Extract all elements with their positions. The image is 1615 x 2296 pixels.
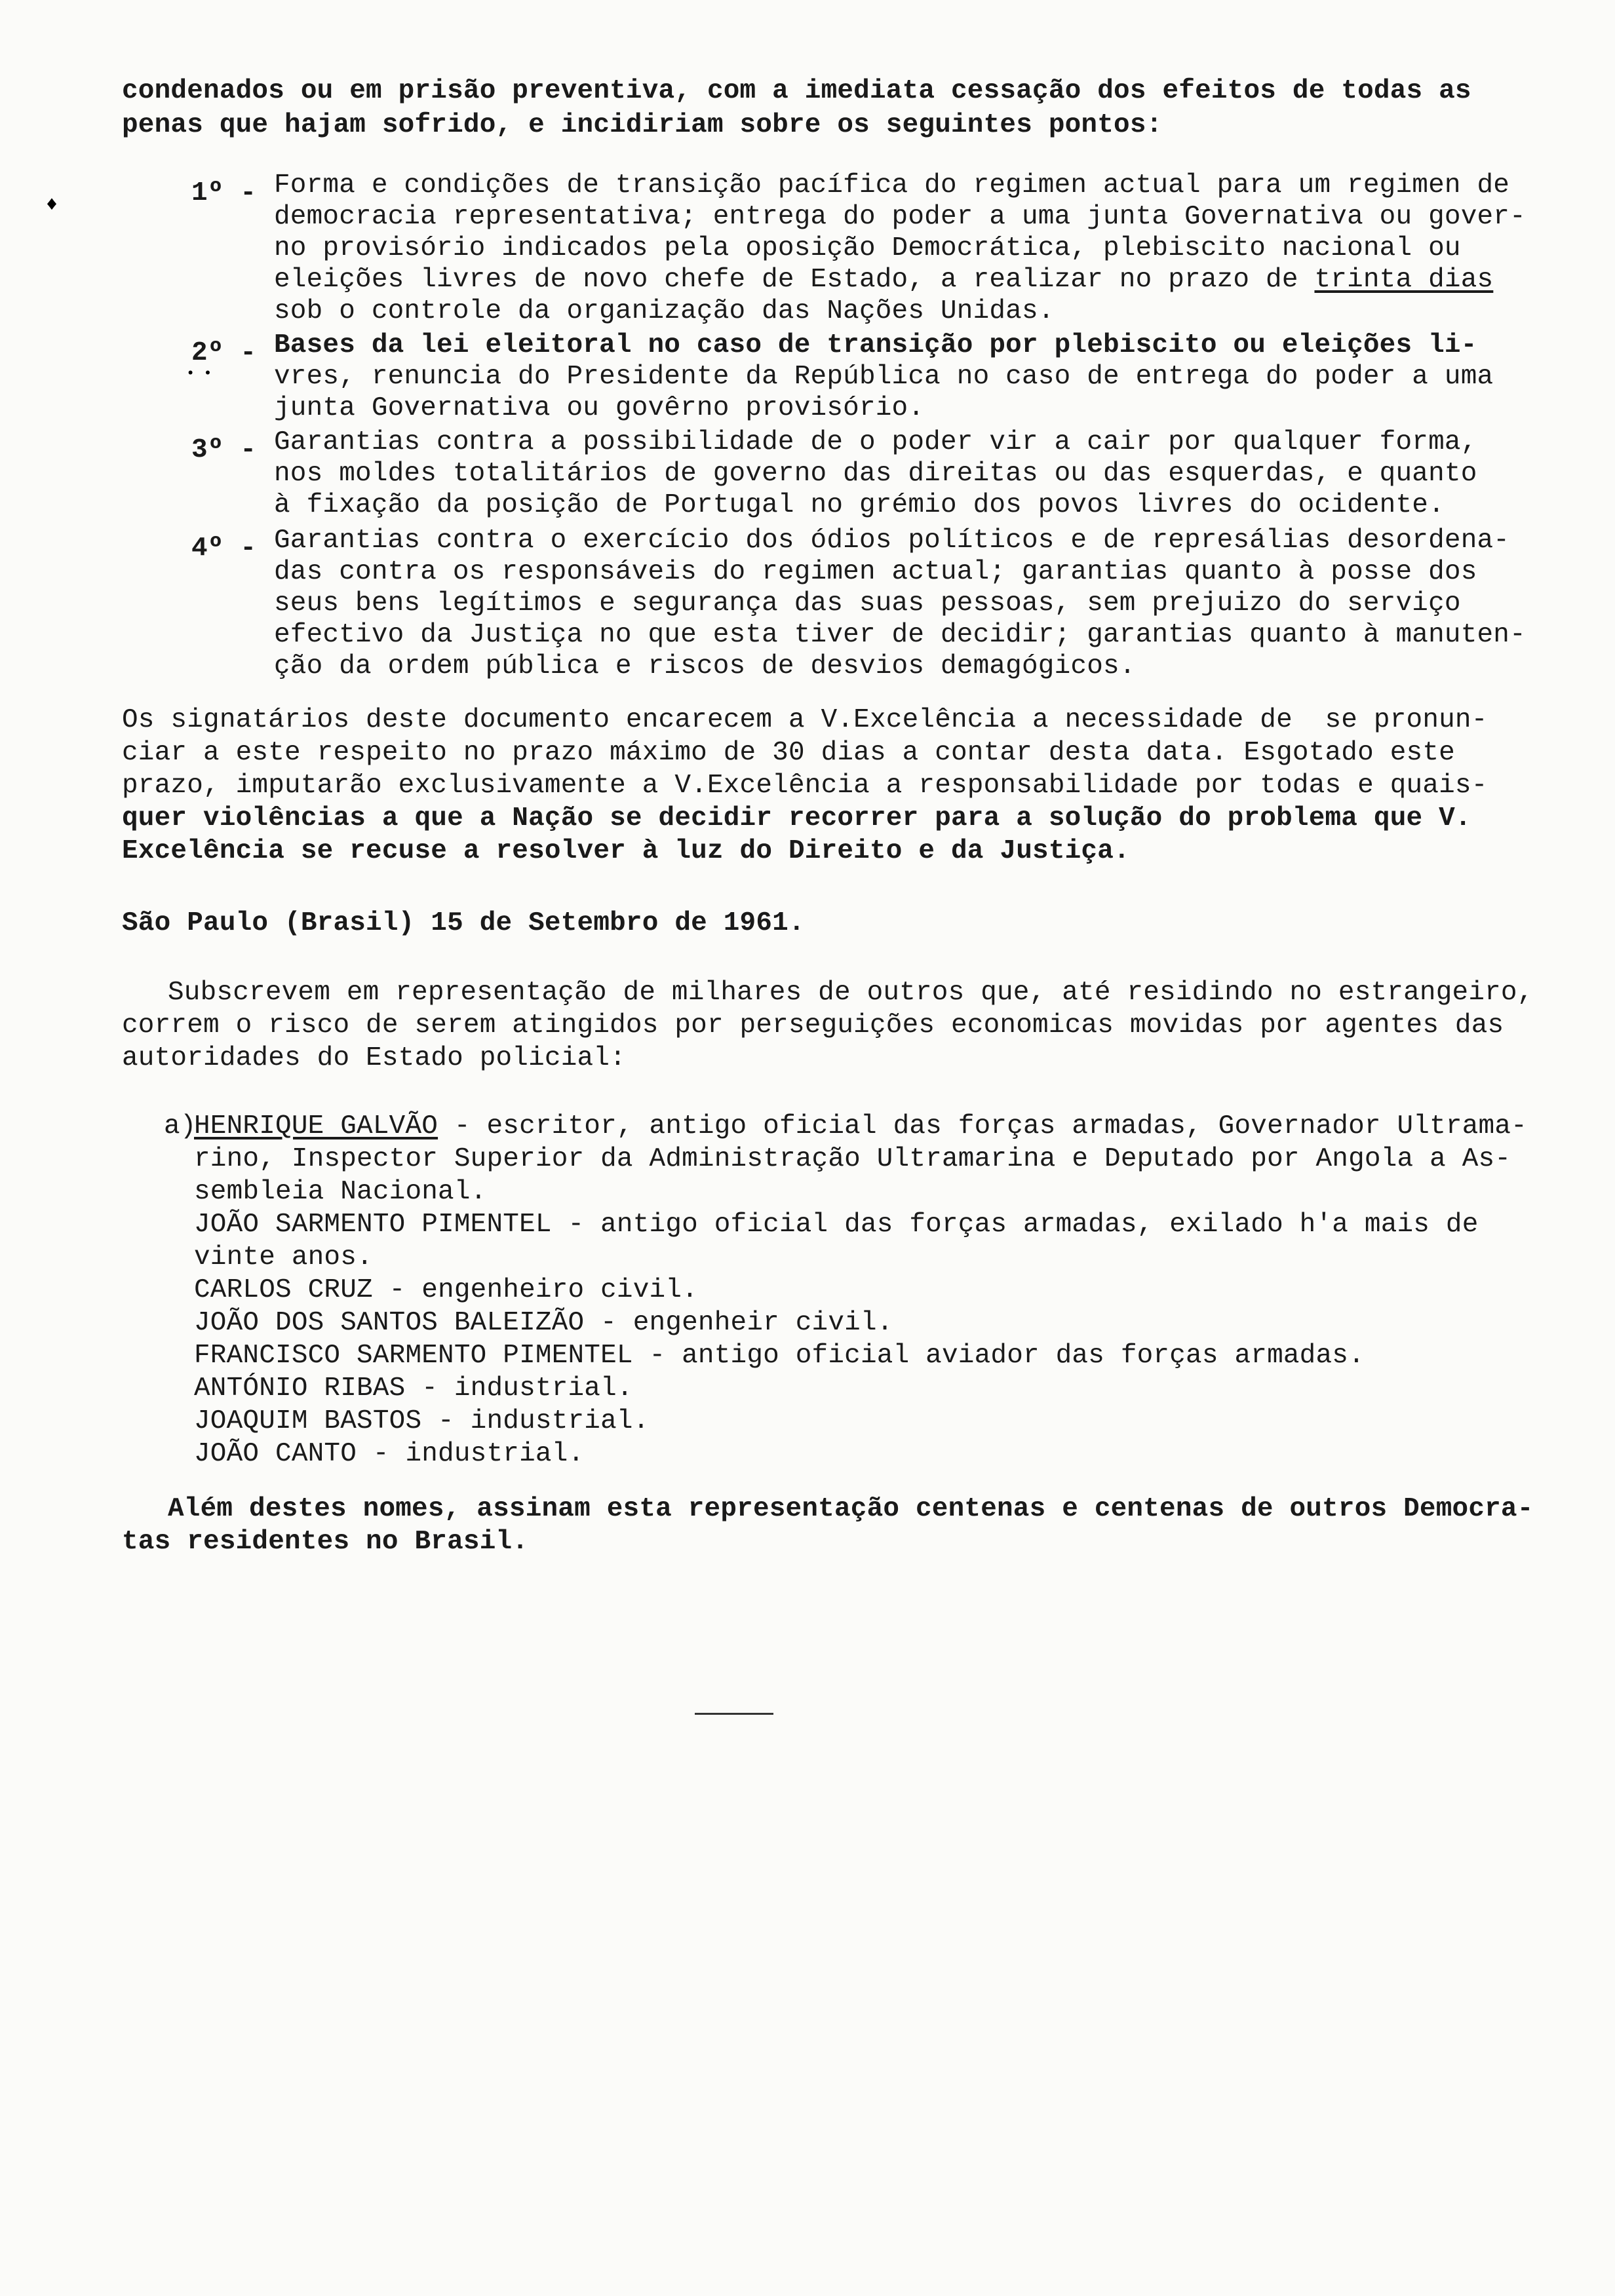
text-line: Além destes nomes, assinam esta representação centenas e centenas de outros Democra- (168, 1494, 1534, 1524)
signer-entry: JOÃO DOS SANTOS BALEIZÃO - engenheir civil. (194, 1308, 893, 1338)
text-line: das contra os responsáveis do regimen actual; garantias quanto à posse dos (274, 557, 1477, 587)
signer-entry: CARLOS CRUZ - engenheiro civil. (194, 1275, 698, 1305)
text-line: Os signatários deste documento encarecem a V.Excelência a necessidade de se pronun- (122, 705, 1488, 735)
text-line: seus bens legítimos e segurança das suas pessoas, sem prejuizo do serviço (274, 588, 1461, 619)
text-line: quer violências a que a Nação se decidir recorrer para a solução do problema que V. (122, 803, 1471, 833)
text-line: Bases da lei eleitoral no caso de transição por plebiscito ou eleições li- (274, 330, 1477, 360)
point-number: 1º - (191, 178, 257, 208)
text-line: vres, renuncia do Presidente da República no caso de entrega do poder a uma (274, 362, 1494, 392)
underlined-phrase: trinta dias (1314, 265, 1494, 295)
text-line: democracia representativa; entrega do poder a uma junta Governativa ou gover- (274, 202, 1526, 232)
margin-mark: • • (186, 366, 212, 382)
signers-prefix: a) (164, 1111, 197, 1141)
margin-mark: ♦ (46, 194, 58, 216)
text-line: nos moldes totalitários de governo das direitas ou das esquerdas, e quanto (274, 459, 1477, 489)
point-number: 2º - (191, 338, 257, 368)
text-line: vinte anos. (194, 1242, 373, 1272)
text-line: tas residentes no Brasil. (122, 1527, 529, 1557)
text-line: no provisório indicados pela oposição Democrática, plebiscito nacional ou (274, 233, 1461, 263)
signer-entry: FRANCISCO SARMENTO PIMENTEL - antigo oficial aviador das forças armadas. (194, 1341, 1365, 1371)
text-line: condenados ou em prisão preventiva, com a imediata cessação dos efeitos de todas as (122, 76, 1471, 106)
text-line: Garantias contra a possibilidade de o poder vir a cair por qualquer forma, (274, 427, 1477, 457)
text-line: prazo, imputarão exclusivamente a V.Excelência a responsabilidade por todas e quais- (122, 771, 1488, 801)
text-line: penas que hajam sofrido, e incidiriam sobre os seguintes pontos: (122, 110, 1163, 140)
text-line: Excelência se recuse a resolver à luz do Direito e da Justiça. (122, 836, 1130, 866)
text-line: correm o risco de serem atingidos por perseguições economicas movidas por agentes das (122, 1010, 1504, 1041)
signer-entry: JOÃO CANTO - industrial. (194, 1439, 585, 1469)
point-number: 3º - (191, 435, 257, 465)
signer-entry: ANTÓNIO RIBAS - industrial. (194, 1373, 633, 1404)
text-line: sembleia Nacional. (194, 1177, 487, 1207)
text-line: Garantias contra o exercício dos ódios políticos e de represálias desordena- (274, 526, 1510, 556)
text-line: Subscrevem em representação de milhares de outros que, até residindo no estrangeiro, (168, 978, 1534, 1008)
point-number: 4º - (191, 533, 257, 564)
signer-entry: HENRIQUE GALVÃO - escritor, antigo oficial das forças armadas, Governador Ultrama- (194, 1111, 1527, 1141)
text-line: efectivo da Justiça no que esta tiver de decidir; garantias quanto à manuten- (274, 620, 1526, 650)
dash-mark (695, 1713, 773, 1715)
signer-entry: JOAQUIM BASTOS - industrial. (194, 1406, 650, 1436)
text-line: Forma e condições de transição pacífica do regimen actual para um regimen de (274, 170, 1510, 201)
text-line: rino, Inspector Superior da Administração Ultramarina e Deputado por Angola a As- (194, 1144, 1511, 1174)
signer-entry: JOÃO SARMENTO PIMENTEL - antigo oficial das forças armadas, exilado h'a mais de (194, 1210, 1479, 1240)
text-line: eleições livres de novo chefe de Estado, a realizar no prazo de trinta dias (274, 265, 1494, 295)
signer-name: HENRIQUE GALVÃO (194, 1111, 438, 1141)
text-line: ção da ordem pública e riscos de desvios demagógicos. (274, 651, 1136, 681)
text-line: junta Governativa ou govêrno provisório. (274, 393, 925, 423)
text-line: sob o controle da organização das Nações Unidas. (274, 296, 1055, 326)
date-line: São Paulo (Brasil) 15 de Setembro de 1961. (122, 908, 805, 938)
text-line: à fixação da posição de Portugal no grémio dos povos livres do ocidente. (274, 490, 1445, 520)
text-line: ciar a este respeito no prazo máximo de 30 dias a contar desta data. Esgotado este (122, 738, 1455, 768)
text-line: autoridades do Estado policial: (122, 1043, 626, 1073)
